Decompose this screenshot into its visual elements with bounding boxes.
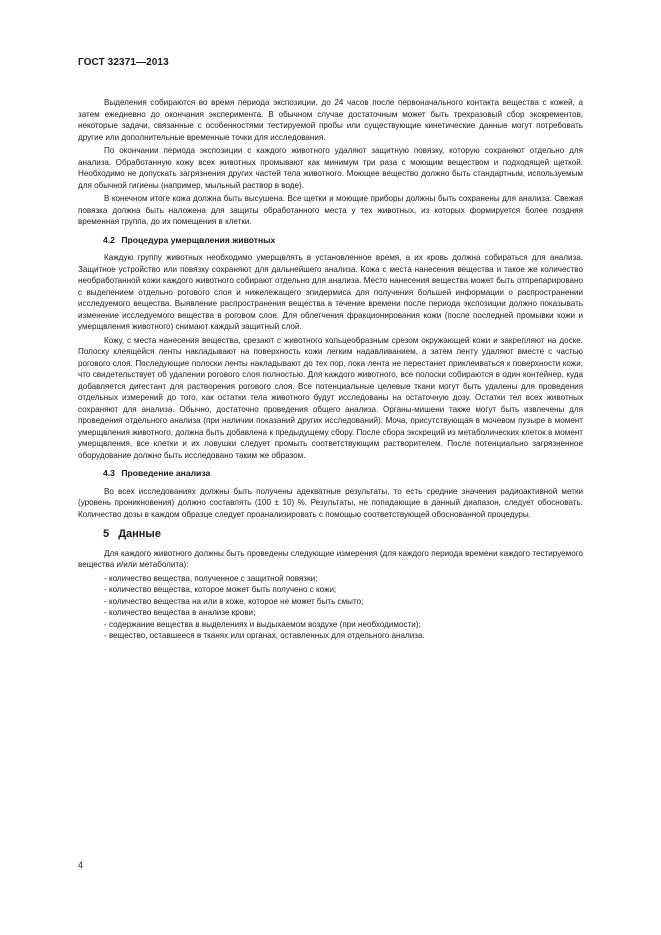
paragraph: Для каждого животного должны быть проведены следующие измерения (для каждого периода времени каждого тестируемого вещества и/или метаболита):: [78, 548, 583, 569]
list-item: - количество вещества на или в коже, которое не может быть смыто;: [104, 596, 364, 606]
paragraph: Кожу, с места нанесения вещества, срезают с животного кольцеобразным срезом окружающей кожи и закрепляют на доске. Полоску клеящейся ленты накладывают на поверхность кожи легким надавливанием, а затем ленту удаляют вместе с частью рогового слоя. Последующие полоски ленты накладывают до тех пор, пока лента не перестанет приклеиваться к поверхности кожи, что свидетельствует об удалении рогового слоя полностью. Для каждого животного, все полоски собираются в один контейнер, куда добавляется дигестант для растворения рогового слоя. Все потенциальные целевые ткани могут быть удалены для проведения отдельных измерений до того, как остатки тела животного будут исследованы на остаточную дозу. Остатки тел всех животных сохраняют для анализа. Обычно, достаточно проведения общего анализа. Органы-мишени также могут быть извлечены для проведения отдельного анализа (при наличии показаний других исследований). Моча, присутствующая в мочевом пузыре в момент умерщвления животного, должна быть добавлена к предыдущему сбору. После сбора экскреций из метаболических клеток в момент умерщвления, все клетки и их ловушки следует промыть соответствующим растворителем. После потенциально загрязненное оборудование должно быть исследовано таким же образом.: [78, 335, 583, 460]
section-title: Данные: [118, 528, 161, 540]
section-title: Проведение анализа: [121, 468, 211, 478]
list-item: - количество вещества в анализе крови;: [104, 608, 256, 617]
list-item: - количество вещества, полученное с защитной повязки;: [104, 573, 318, 583]
paragraph: Во всех исследованиях должны быть получены адекватные результаты, то есть средние значения радиоактивной метки (уровень проникновения) должно составлять (100 ± 10) %. Результаты, не попадающие в данный диапазон, следует обосновать. Количество дозы в каждом образце следует проанализировать с помощью соответствующей обоснованной процедуры.: [78, 486, 583, 519]
section-heading-4-2: [103, 235, 583, 247]
page-number: 4: [78, 860, 84, 870]
list-item: - содержание вещества в выделениях и выдыхаемом воздухе (при необходимости);: [104, 619, 421, 629]
section-number: 4.3: [103, 468, 115, 478]
list-item: - вещество, оставшееся в тканях или органах, оставленных для отдельного анализа.: [104, 631, 425, 640]
section-title: Процедура умерщвления животных: [121, 234, 276, 245]
document-body: [78, 97, 583, 642]
paragraph: Каждую группу животных необходимо умерщвлять в установленное время, а их кровь должна собираться для анализа. Защитное устройство или повязку сохраняют для дальнейшего анализа. Кожа с места нанесения вещества и такое же количество необработанной кожи каждого животного собирают отдельно для анализа. Место нанесения вещества может быть отпрепарировано с выделением отдельно рогового слоя и нижележащего эпидермиса для получения большей информации о распространении исследуемого вещества. Выявление распространения вещества в течение времени после периода экспозиции должно показывать изменение исследуемого вещества в роговом слое. Для облегчения фракционирования кожи (после последней промывки кожи и умерщвления животного) снимают каждый защитный слой.: [78, 253, 583, 331]
section-heading-4-3: [103, 468, 583, 480]
document-code-header: ГОСТ 32371—2013: [78, 57, 169, 68]
measurement-list: [78, 573, 583, 642]
paragraph: По окончании периода экспозиции с каждого животного удаляют защитную повязку, которую сохраняют отдельно для анализа. Обработанную кожу всех животных промывают как минимум три раза с моющим веществом и подходящей щеткой. Необходимо не допускать загрязнения других частей тела животного. Моющее вещество должно быть стандартным, используемым для обычной гигиены (например, мыльный раствор в воде).: [78, 146, 583, 190]
list-item: - количество вещества, которое может быть получено с кожи;: [104, 585, 337, 594]
section-number: 4.2: [103, 234, 115, 245]
section-number: 5: [103, 528, 110, 540]
paragraph: Выделения собираются во время периода экспозиции, до 24 часов после первоначального контакта вещества с кожей, а затем ежедневно до окончания эксперимента. В обычном случае достаточным может быть трехразовый сбор экскрементов, некоторые задачи, связанные с особенностями тестируемой пробы или существующие кинетические данные могут потребовать другие или дополнительные временные точки для исследования.: [78, 98, 583, 142]
paragraph: В конечном итоге кожа должна быть высушена. Все щетки и моющие приборы должны быть сохранены для анализа. Свежая повязка должна быть наложена для защиты обработанного места у тех животных, из которых формируется более поздняя временная группа, до их помещения в клетки.: [78, 194, 583, 226]
section-heading-5: [103, 529, 583, 541]
